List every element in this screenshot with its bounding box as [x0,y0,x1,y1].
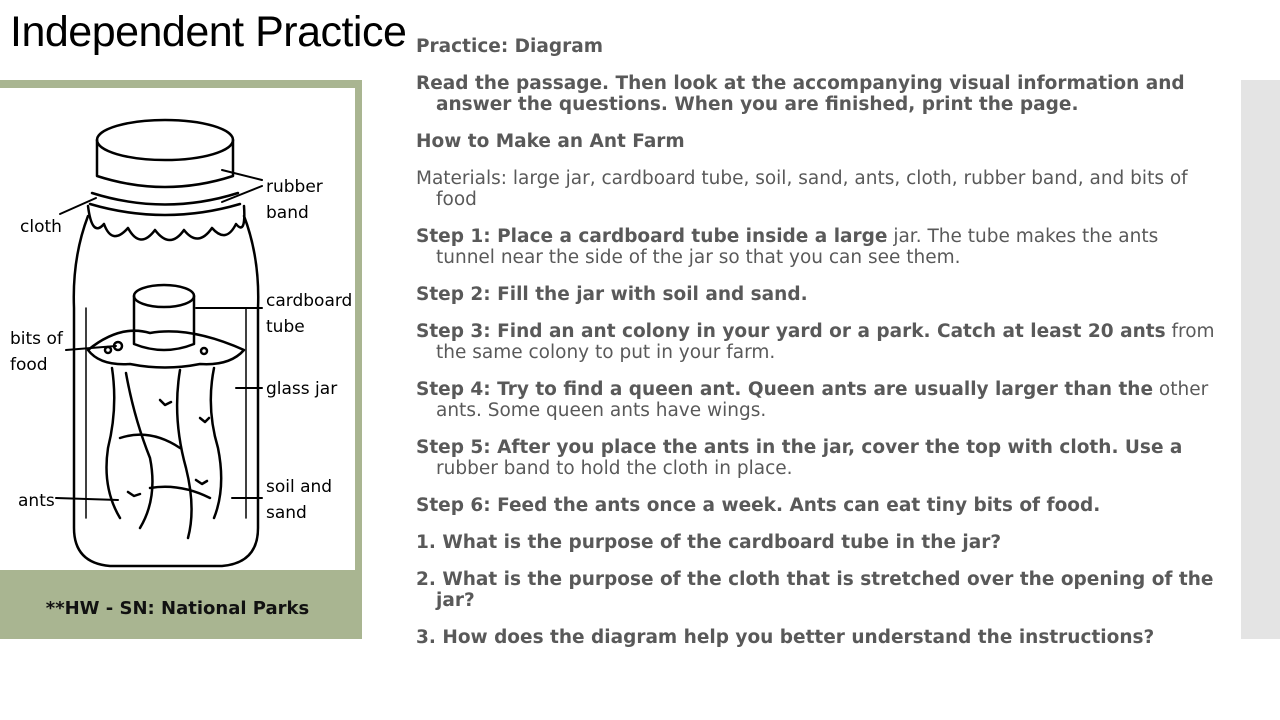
step-5-bold: Step 5: After you place the ants in the jar, cover the top with cloth. Use a [416,437,1183,458]
step-2-bold: Step 2: Fill the jar with soil and sand. [416,284,808,305]
step-1-bold: Step 1: Place a cardboard tube inside a large [416,226,888,247]
label-rubber-band-1: rubber [266,177,323,197]
ant-farm-jar-illustration [0,88,355,570]
step-1-rest: jar. The tube makes the ants tunnel near the side of the jar so that you can see them. [436,226,1159,268]
diagram-panel [0,80,362,639]
step-3 [416,321,1216,363]
practice-heading: Practice: Diagram [416,36,603,57]
label-cardboard-tube-1: cardboard [266,291,353,311]
instructions: Read the passage. Then look at the accompanying visual information and answer the questions. When you are finished, print the page. [416,73,1185,115]
step-1 [416,226,1216,268]
label-soil-and-sand-1: soil and [266,477,333,497]
label-bits-of-food-1: bits of [10,329,63,349]
step-6 [416,495,1216,516]
homework-note: **HW - SN: National Parks [45,598,310,619]
ant-farm-diagram [0,88,355,570]
question-1: 1. What is the purpose of the cardboard tube in the jar? [416,532,1002,553]
step-5-rest: rubber band to hold the cloth in place. [436,458,793,479]
step-2 [416,284,1216,305]
question-3: 3. How does the diagram help you better understand the instructions? [416,627,1155,648]
label-cloth: cloth [20,217,62,237]
step-5 [416,437,1216,479]
question-2: 2. What is the purpose of the cloth that is stretched over the opening of the jar? [416,569,1214,611]
label-rubber-band-2: band [266,203,309,223]
step-4-rest: other ants. Some queen ants have wings. [436,379,1209,421]
label-glass-jar: glass jar [266,379,338,399]
step-3-rest: from the same colony to put in your farm. [436,321,1215,363]
practice-text [416,36,1216,664]
step-4 [416,379,1216,421]
step-3-bold: Step 3: Find an ant colony in your yard or a park. Catch at least 20 ants [416,321,1166,342]
materials: Materials: large jar, cardboard tube, soil, sand, ants, cloth, rubber band, and bits of food [416,168,1188,210]
label-ants: ants [18,491,55,511]
passage-title: How to Make an Ant Farm [416,131,685,152]
step-6-bold: Step 6: Feed the ants once a week. Ants can eat tiny bits of food. [416,495,1101,516]
label-soil-and-sand-2: sand [266,503,307,523]
label-cardboard-tube-2: tube [266,317,305,337]
step-4-bold: Step 4: Try to find a queen ant. Queen ants are usually larger than the [416,379,1154,400]
slide-title: Independent Practice [10,8,407,56]
side-bar-decoration [1241,80,1280,639]
label-bits-of-food-2: food [10,355,48,375]
